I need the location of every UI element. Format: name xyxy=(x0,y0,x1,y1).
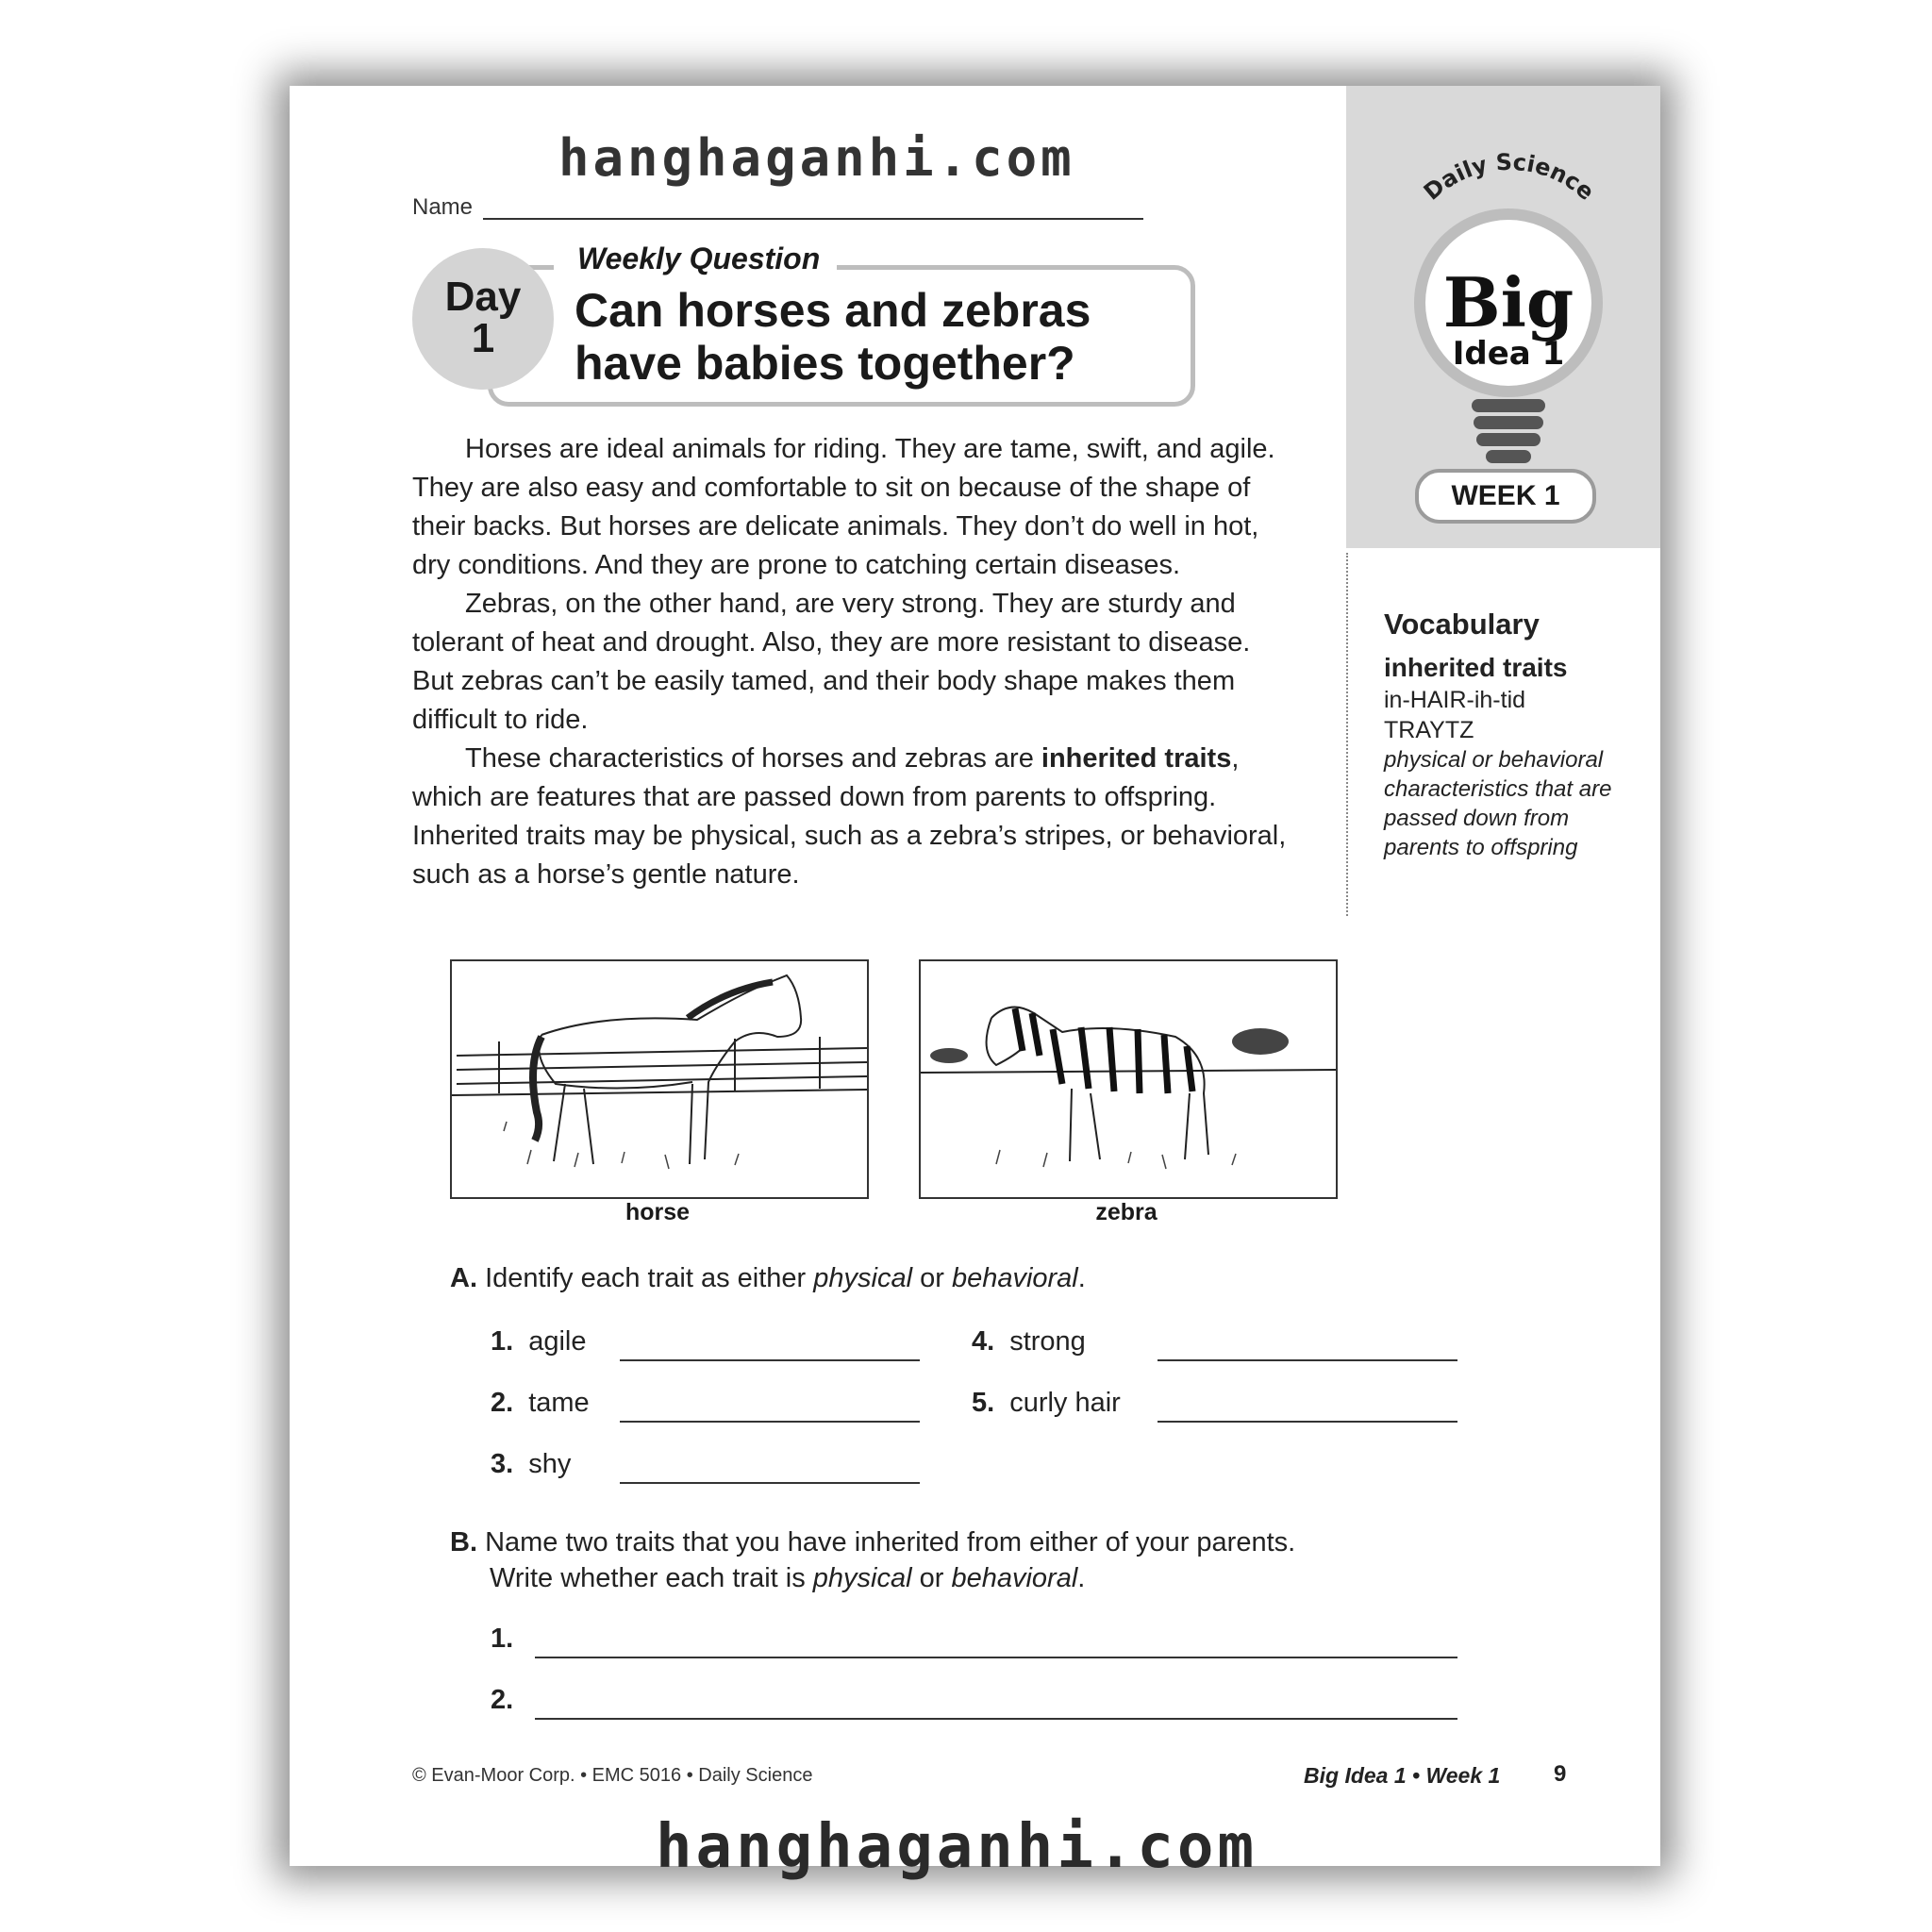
vocabulary-pronunciation-1: in-HAIR-ih-tid xyxy=(1384,687,1526,713)
trait-1-answer-line[interactable] xyxy=(620,1359,920,1361)
trait-num: 4. xyxy=(972,1326,995,1357)
section-b-letter: B. xyxy=(450,1527,477,1557)
day-number: 1 xyxy=(471,315,495,361)
inherited-trait-2-answer-line[interactable] xyxy=(535,1718,1457,1720)
trait-5-answer-line[interactable] xyxy=(1158,1421,1457,1423)
name-answer-line[interactable] xyxy=(483,218,1143,220)
reading-passage xyxy=(412,430,1290,894)
trait-num: 1. xyxy=(491,1326,514,1357)
day-label: Day xyxy=(444,274,522,320)
watermark-top: hanghaganhi.com xyxy=(558,128,1075,188)
section-a-text: Identify each trait as either xyxy=(485,1263,814,1293)
vocabulary-definition: physical or behavioral characteristics that are passed down from parents to offspring xyxy=(1384,747,1612,860)
trait-num: 3. xyxy=(491,1449,514,1479)
zebra-drawing xyxy=(921,961,1336,1197)
trait-num: 5. xyxy=(972,1388,995,1418)
trait-3-answer-line[interactable] xyxy=(620,1482,920,1484)
section-b-line-2 xyxy=(490,1560,1393,1596)
week-badge: WEEK 1 xyxy=(1415,469,1596,524)
section-a-physical: physical xyxy=(813,1263,913,1293)
section-b-physical: physical xyxy=(812,1563,912,1593)
watermark-bottom: hanghaganhi.com xyxy=(656,1812,1257,1882)
horse-illustration xyxy=(450,959,869,1199)
vocabulary-term: inherited traits xyxy=(1384,653,1568,682)
trait-word: strong xyxy=(1009,1326,1086,1357)
section-b-behavioral: behavioral xyxy=(951,1563,1078,1593)
vocabulary-heading: Vocabulary xyxy=(1384,608,1540,641)
paragraph-3-start: These characteristics of horses and zebras are xyxy=(465,743,1041,774)
section-b-prompt xyxy=(450,1524,1393,1596)
name-label: Name xyxy=(412,194,474,220)
trait-2-answer-line[interactable] xyxy=(620,1421,920,1423)
inherited-trait-num: 2. xyxy=(491,1685,514,1715)
vocabulary-box xyxy=(1384,609,1639,862)
paragraph-3 xyxy=(412,740,1290,894)
section-a-prompt xyxy=(450,1260,1086,1296)
trait-word: tame xyxy=(528,1388,590,1418)
trait-item-4 xyxy=(972,1326,1086,1357)
section-a-behavioral: behavioral xyxy=(951,1263,1078,1293)
page-number: 9 xyxy=(1554,1761,1567,1787)
trait-word: shy xyxy=(528,1449,572,1479)
section-b-line-1: Name two traits that you have inherited from either of your parents. xyxy=(485,1527,1296,1557)
inherited-trait-item-2 xyxy=(491,1685,528,1716)
trait-word: agile xyxy=(528,1326,587,1357)
horse-caption: horse xyxy=(625,1199,691,1225)
section-b-line-2-text: Write whether each trait is xyxy=(490,1563,813,1593)
inherited-trait-num: 1. xyxy=(491,1624,514,1654)
section-b-period: . xyxy=(1077,1563,1086,1593)
logo-idea-text: Idea 1 xyxy=(1452,335,1565,373)
inherited-trait-1-answer-line[interactable] xyxy=(535,1657,1457,1658)
sidebar-divider xyxy=(1346,553,1348,916)
trait-word: curly hair xyxy=(1009,1388,1121,1418)
trait-4-answer-line[interactable] xyxy=(1158,1359,1457,1361)
trait-item-3 xyxy=(491,1449,571,1480)
zebra-illustration xyxy=(919,959,1338,1199)
logo-big-text: Big xyxy=(1442,262,1574,342)
section-a-letter: A. xyxy=(450,1263,477,1293)
trait-item-5 xyxy=(972,1388,1121,1419)
logo-top-text: Daily Science xyxy=(1418,152,1600,206)
worksheet-page xyxy=(290,86,1660,1882)
weekly-question-label: Weekly Question xyxy=(577,242,821,275)
section-a-or: or xyxy=(912,1263,952,1293)
vocabulary-pronunciation-2: TRAYTZ xyxy=(1384,717,1474,743)
section-b-or: or xyxy=(911,1563,952,1593)
trait-item-2 xyxy=(491,1388,590,1419)
weekly-question-title: Can horses and zebras have babies together? xyxy=(575,284,1091,390)
section-a-period: . xyxy=(1077,1263,1086,1293)
paragraph-3-end: , which are features that are passed down from parents to offspring. Inherited traits may be physical, such as a zebra’s stripes, or behavioral, such as a horse’s gentle nature. xyxy=(412,743,1287,890)
trait-item-1 xyxy=(491,1326,586,1357)
day-badge xyxy=(412,248,554,390)
horse-drawing xyxy=(452,961,867,1197)
vocab-term-highlight: inherited traits xyxy=(1041,743,1232,774)
trait-num: 2. xyxy=(491,1388,514,1418)
zebra-caption: zebra xyxy=(1095,1199,1158,1225)
paragraph-1: Horses are ideal animals for riding. They are tame, swift, and agile. They are also easy and comfortable to sit on because of the shape of their backs. But horses are delicate animals. They don’t do well in hot, dry conditions. And they are prone to catching certain diseases. xyxy=(412,434,1275,580)
footer-week-label: Big Idea 1 • Week 1 xyxy=(1304,1763,1501,1788)
footer-copyright: © Evan-Moor Corp. • EMC 5016 • Daily Science xyxy=(412,1765,813,1786)
inherited-trait-item-1 xyxy=(491,1624,528,1655)
paragraph-2: Zebras, on the other hand, are very strong. They are sturdy and tolerant of heat and drought. Also, they are more resistant to disease. But zebras can’t be easily tamed, and their body shape makes them difficult to ride. xyxy=(412,589,1251,735)
